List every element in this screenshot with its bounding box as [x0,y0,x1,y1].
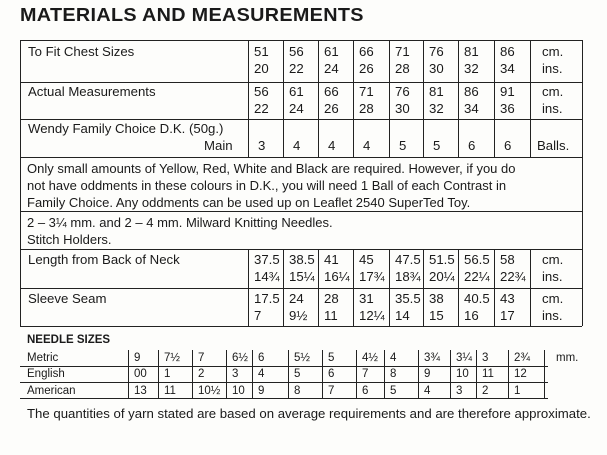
length-label: Length from Back of Neck [28,252,180,267]
yarn-main-label: Main [204,138,233,153]
column-rule [458,249,459,326]
chest-unit-cm: cm. [542,44,564,59]
sleeve-ins-value: 14 [395,308,410,323]
needle-sizes-title: NEEDLE SIZES [27,334,111,346]
chest-ins-value: 26 [359,61,374,76]
actual-cm-value: 81 [429,84,444,99]
sleeve-cm-value: 38 [429,291,444,306]
table-rule [20,211,582,212]
needle-value: 9 [424,368,431,380]
needle-value: 10 [456,368,469,380]
needle-column-rule [476,350,477,399]
column-rule [353,40,354,119]
actual-cm-value: 61 [289,84,304,99]
yarn-unit: Balls. [537,138,570,153]
needle-value: 11 [164,385,176,397]
sleeve-label: Sleeve Seam [28,291,107,306]
column-rule [458,119,459,157]
needle-value: 10 [232,385,245,397]
needle-value: 4 [258,368,265,380]
needle-value: 5 [328,352,335,364]
sleeve-cm-value: 31 [359,291,374,306]
needle-value: 6 [362,385,369,397]
sleeve-ins-value: 16 [464,308,479,323]
column-rule [389,40,390,119]
needle-column-rule [128,350,129,399]
needle-row-label: English [27,368,65,380]
needle-value: 8 [294,385,301,397]
chest-cm-value: 81 [464,44,479,59]
column-rule [248,119,249,157]
sleeve-ins-value: 12¼ [359,308,385,323]
needle-value: 6½ [232,352,248,364]
actual-cm-value: 56 [254,84,269,99]
chest-ins-value: 20 [254,61,269,76]
yarn-value: 6 [468,138,476,153]
actual-ins-value: 32 [429,101,444,116]
column-rule [423,249,424,326]
needle-column-rule [544,350,545,399]
yarn-value: 3 [258,138,266,153]
needle-value: 12 [514,368,527,380]
yarn-value: 4 [293,138,301,153]
actual-ins-value: 22 [254,101,269,116]
needle-value: 9 [134,352,141,364]
sleeve-unit-ins: ins. [542,308,563,323]
chest-ins-value: 22 [289,61,304,76]
note-line: Only small amounts of Yellow, Red, White and Black are required. However, if you do [27,161,516,176]
needle-value: 7 [198,352,205,364]
actual-ins-value: 28 [359,101,374,116]
column-rule [389,249,390,326]
column-rule [389,119,390,157]
sleeve-ins-value: 7 [254,308,262,323]
actual-cm-value: 71 [359,84,374,99]
chest-cm-value: 51 [254,44,269,59]
table-rule [20,288,582,289]
actual-unit-ins: ins. [542,101,563,116]
table-rule [20,249,582,250]
yarn-value: 5 [399,138,407,153]
sleeve-unit-cm: cm. [542,291,564,306]
column-rule [530,40,531,119]
needle-value: 3¾ [424,352,440,364]
needle-column-rule [418,350,419,399]
table-rule [20,40,582,41]
yarn-value: 4 [328,138,336,153]
needle-value: 7½ [164,352,180,364]
chest-unit-ins: ins. [542,61,563,76]
length-ins-value: 15¼ [289,269,315,284]
needle-column-rule [288,350,289,399]
actual-cm-value: 66 [324,84,339,99]
yarn-label: Wendy Family Choice D.K. (50g.) [28,121,224,136]
needle-value: 4 [424,385,431,397]
length-cm-value: 38.5 [289,252,315,267]
table-rule [20,326,582,327]
sleeve-cm-value: 35.5 [395,291,421,306]
needles-line: 2 – 3¼ mm. and 2 – 4 mm. Milward Knitting Needles. [27,215,333,230]
needle-value: 3 [232,368,239,380]
table-right-border [582,40,583,326]
sleeve-ins-value: 11 [324,308,338,323]
actual-cm-value: 91 [500,84,515,99]
actual-cm-value: 86 [464,84,479,99]
needle-value: 2 [482,385,489,397]
needle-row-label: Metric [27,352,59,364]
actual-ins-value: 34 [464,101,479,116]
sleeve-cm-value: 43 [500,291,515,306]
actual-ins-value: 24 [289,101,304,116]
chest-ins-value: 24 [324,61,339,76]
note-line: not have oddments in these colours in D.K., you will need 1 Ball of each Contrast in [27,178,507,193]
length-ins-value: 14¾ [254,269,280,284]
note-line: Family Choice. Any oddments can be used up on Leaflet 2540 SuperTed Toy. [27,195,471,210]
needle-value: 4½ [362,352,378,364]
needle-value: 7 [328,385,335,397]
table-left-border [20,40,21,326]
sleeve-cm-value: 28 [324,291,339,306]
yarn-value: 4 [363,138,371,153]
chest-ins-value: 32 [464,61,479,76]
sleeve-cm-value: 40.5 [464,291,490,306]
column-rule [494,40,495,119]
actual-unit-cm: cm. [542,84,564,99]
length-cm-value: 56.5 [464,252,490,267]
needle-value: 8 [390,368,397,380]
length-unit-cm: cm. [542,252,564,267]
needle-rule [20,382,548,383]
needle-rule [20,366,548,367]
needle-value: 6 [328,368,335,380]
column-rule [423,40,424,119]
sleeve-cm-value: 17.5 [254,291,280,306]
needles-line: Stitch Holders. [27,232,112,247]
chest-cm-value: 61 [324,44,339,59]
sleeve-ins-value: 9½ [289,308,308,323]
length-ins-value: 22¼ [464,269,490,284]
needle-value: 9 [258,385,265,397]
length-unit-ins: ins. [542,269,563,284]
needle-value: 4 [390,352,397,364]
needle-column-rule [226,350,227,399]
needle-value: 3¼ [456,352,472,364]
needle-value: 1 [164,368,171,380]
column-rule [318,119,319,157]
chest-cm-value: 56 [289,44,304,59]
column-rule [494,119,495,157]
chest-ins-value: 34 [500,61,515,76]
needle-value: 2¾ [514,352,530,364]
table-rule [20,157,582,158]
needle-value: 7 [362,368,369,380]
column-rule [283,249,284,326]
needle-value: 2 [198,368,205,380]
needle-value: 3 [456,385,463,397]
needle-column-rule [450,350,451,399]
needle-value: 5½ [294,352,310,364]
needle-value: 6 [258,352,265,364]
column-rule [423,119,424,157]
actual-label: Actual Measurements [28,84,156,99]
chest-cm-value: 71 [395,44,410,59]
chest-cm-value: 76 [429,44,444,59]
length-ins-value: 18¾ [395,269,421,284]
footer-note: The quantities of yarn stated are based on average requirements and are therefore approximate. [27,406,591,421]
needle-rule [20,398,548,399]
needle-column-rule [508,350,509,399]
needle-unit: mm. [556,352,579,364]
needle-column-rule [322,350,323,399]
needle-column-rule [158,350,159,399]
actual-cm-value: 76 [395,84,410,99]
column-rule [530,249,531,326]
length-cm-value: 58 [500,252,515,267]
needle-column-rule [384,350,385,399]
needle-value: 5 [390,385,397,397]
actual-ins-value: 30 [395,101,410,116]
needle-value: 13 [134,385,147,397]
needle-column-rule [192,350,193,399]
needle-value: 00 [134,368,147,380]
needle-value: 1 [514,385,521,397]
chest-cm-value: 86 [500,44,515,59]
length-ins-value: 16¼ [324,269,350,284]
sleeve-ins-value: 15 [429,308,444,323]
page-title: MATERIALS AND MEASUREMENTS [20,4,364,25]
yarn-value: 5 [433,138,441,153]
column-rule [248,249,249,326]
chest-ins-value: 30 [429,61,444,76]
needle-value: 11 [482,368,494,380]
actual-ins-value: 36 [500,101,515,116]
column-rule [530,119,531,157]
column-rule [318,249,319,326]
column-rule [353,119,354,157]
sleeve-ins-value: 17 [500,308,515,323]
length-cm-value: 37.5 [254,252,280,267]
length-ins-value: 17¾ [359,269,385,284]
chest-cm-value: 66 [359,44,374,59]
column-rule [458,40,459,119]
needle-column-rule [252,350,253,399]
length-cm-value: 47.5 [395,252,421,267]
needle-value: 5 [294,368,301,380]
length-cm-value: 45 [359,252,374,267]
chest-ins-value: 28 [395,61,410,76]
column-rule [283,40,284,119]
needle-column-rule [356,350,357,399]
actual-ins-value: 26 [324,101,339,116]
needle-row-label: American [27,385,76,397]
column-rule [318,40,319,119]
length-cm-value: 51.5 [429,252,455,267]
length-cm-value: 41 [324,252,339,267]
needle-value: 3 [482,352,489,364]
column-rule [494,249,495,326]
needle-value: 10½ [198,385,221,397]
length-ins-value: 20¼ [429,269,455,284]
column-rule [248,40,249,119]
chest-label: To Fit Chest Sizes [28,44,135,59]
column-rule [353,249,354,326]
sleeve-cm-value: 24 [289,291,304,306]
column-rule [283,119,284,157]
yarn-value: 6 [504,138,512,153]
length-ins-value: 22¾ [500,269,526,284]
